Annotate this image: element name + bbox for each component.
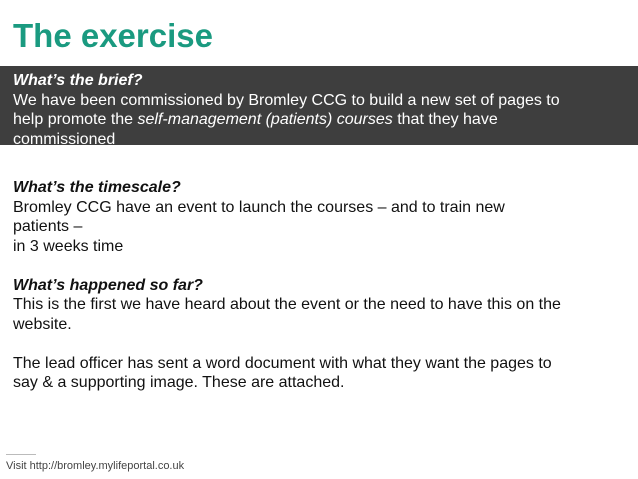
lead-line-2: say & a supporting image. These are attached. <box>13 374 345 391</box>
brief-line-2 <box>13 110 628 130</box>
brief-section <box>0 66 638 145</box>
body-content <box>13 178 628 412</box>
timescale-line-3: in 3 weeks time <box>13 237 124 255</box>
brief-line-2-start: help promote the <box>13 111 138 128</box>
brief-line-2-end: that they have <box>392 111 498 128</box>
brief-text <box>13 71 628 145</box>
happened-section <box>13 276 628 335</box>
timescale-section <box>13 178 628 256</box>
lead-line-1: The lead officer has sent a word document with what they want the pages to <box>13 354 552 372</box>
brief-emphasis: self-management (patients) courses <box>137 111 393 128</box>
footer-link[interactable]: Visit http://bromley.mylifeportal.co.uk <box>6 460 185 472</box>
timescale-question: What’s the timescale? <box>13 179 181 196</box>
lead-section <box>13 354 628 393</box>
brief-line-1: We have been commissioned by Bromley CCG to build a new set of pages to <box>13 91 560 109</box>
brief-line-3: commissioned <box>13 130 116 145</box>
brief-question: What’s the brief? <box>13 72 143 89</box>
timescale-line-2: patients – <box>13 218 83 235</box>
footer-divider <box>6 454 36 455</box>
timescale-line-1: Bromley CCG have an event to launch the courses – and to train new <box>13 198 505 216</box>
happened-line-1: This is the first we have heard about the event or the need to have this on the <box>13 296 561 313</box>
page-title: The exercise <box>13 17 213 54</box>
happened-line-2: website. <box>13 315 72 333</box>
happened-question: What’s happened so far? <box>13 276 203 294</box>
